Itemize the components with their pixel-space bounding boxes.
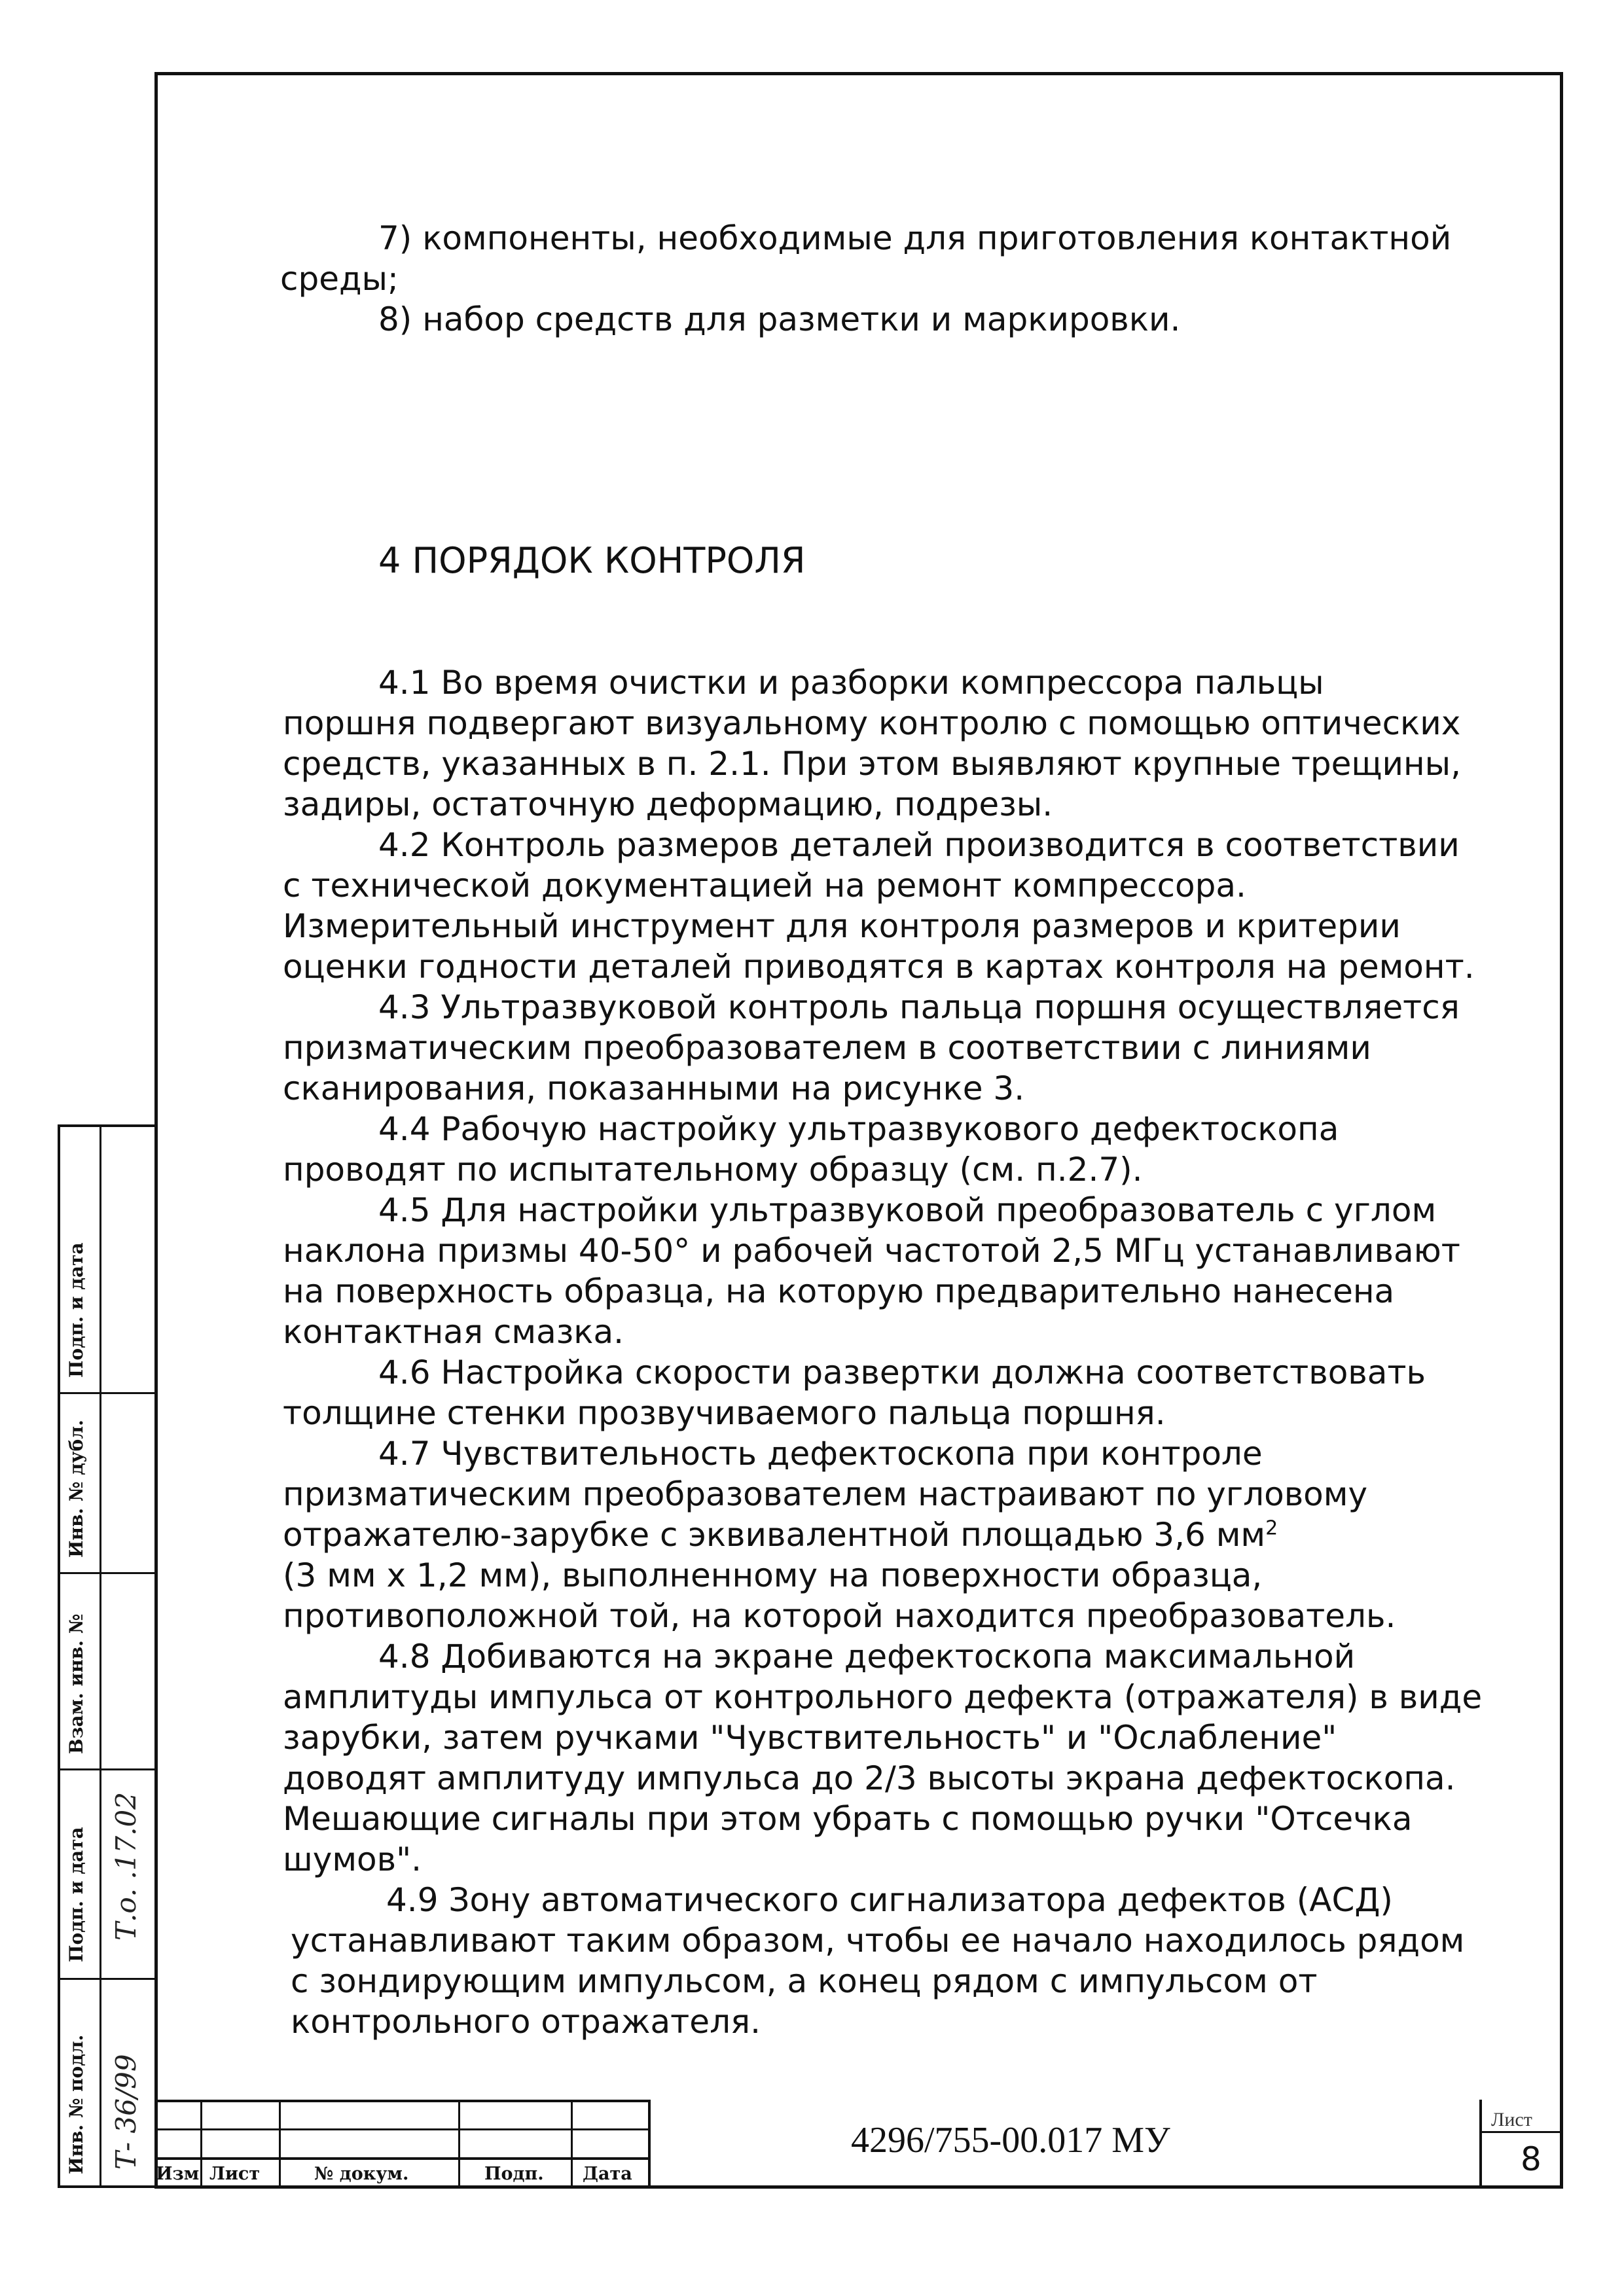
paragraph-line: 4.5 Для настройки ультразвуковой преобразователь с углом	[378, 1191, 1437, 1229]
caption-podp: Подп.	[484, 2164, 544, 2184]
paragraph-line: (3 мм х 1,2 мм), выполненному на поверхности образца,	[283, 1556, 1263, 1594]
paragraph-line: доводят амплитуду импульса до 2/3 высоты экрана дефектоскопа.	[283, 1759, 1456, 1797]
paragraph-line-with-sup	[283, 1515, 1278, 1555]
title-block-col	[458, 2100, 460, 2189]
superscript-2: 2	[1265, 1516, 1278, 1540]
paragraph-line: средств, указанных в п. 2.1. При этом выявляют крупные трещины,	[283, 745, 1462, 783]
paragraph-line: зарубки, затем ручками "Чувствительность" и "Ослабление"	[283, 1719, 1337, 1757]
paragraph-line: сканирования, показанными на рисунке 3.	[283, 1069, 1025, 1107]
caption-izm: Изм	[156, 2164, 200, 2184]
title-block-col	[648, 2100, 651, 2189]
stamp-divider	[60, 1572, 154, 1574]
title-block-rule	[154, 2128, 648, 2130]
stamp-divider	[60, 1392, 154, 1394]
paragraph-line: призматическим преобразователем настраивают по угловому	[283, 1475, 1368, 1513]
title-block-col	[1479, 2100, 1482, 2189]
paragraph-line: 4.3 Ультразвуковой контроль пальца поршня осуществляется	[378, 988, 1460, 1026]
caption-n-dokum: № докум.	[314, 2164, 409, 2184]
paragraph-line: 4.4 Рабочую настройку ультразвукового дефектоскопа	[378, 1110, 1339, 1148]
stamp-label-podp-data-top: Подп. и дата	[65, 1242, 87, 1378]
stamp-label-inv-dubl: Инв. № дубл.	[65, 1420, 87, 1558]
paragraph-line: оценки годности деталей приводятся в картах контроля на ремонт.	[283, 948, 1475, 986]
paragraph-line: амплитуды импульса от контрольного дефекта (отражателя) в виде	[283, 1678, 1483, 1716]
list-item-7: 7) компоненты, необходимые для приготовления контактной	[378, 219, 1452, 257]
paragraph-line: с технической документацией на ремонт компрессора.	[283, 867, 1246, 905]
title-block-rule	[1479, 2131, 1563, 2133]
paragraph-line: устанавливают таким образом, чтобы ее начало находилось рядом	[291, 1922, 1465, 1960]
paragraph-line: толщине стенки прозвучиваемого пальца поршня.	[283, 1394, 1166, 1432]
paragraph-line: с зондирующим импульсом, а конец рядом с импульсом от	[291, 1962, 1318, 2000]
caption-list: Лист	[209, 2164, 261, 2184]
paragraph-line: Измерительный инструмент для контроля размеров и критерии	[283, 907, 1401, 945]
sheet-number: 8	[1521, 2140, 1542, 2178]
handwritten-date: Т.о. .17.02	[110, 1792, 142, 1941]
paragraph-line: Мешающие сигналы при этом убрать с помощью ручки "Отсечка	[283, 1800, 1413, 1838]
stamp-label-inv-podl: Инв. № подл.	[65, 2034, 87, 2174]
handwritten-inv-number: Т- 36/99	[110, 2054, 142, 2170]
paragraph-line: контрольного отражателя.	[291, 2003, 761, 2041]
paragraph-line: контактная смазка.	[283, 1313, 624, 1351]
title-block-col	[571, 2100, 573, 2189]
title-block-rule	[154, 2100, 648, 2102]
title-block-col	[200, 2100, 202, 2189]
list-item-8: 8) набор средств для разметки и маркировки.	[378, 300, 1181, 338]
paragraph-line: шумов".	[283, 1840, 422, 1878]
stamp-divider	[60, 1768, 154, 1770]
paragraph-line: поршня подвергают визуальному контролю с помощью оптических	[283, 704, 1461, 742]
title-block-col	[279, 2100, 281, 2189]
paragraph-line: проводят по испытательному образцу (см. п.2.7).	[283, 1151, 1143, 1189]
stamp-label-vzam-inv: Взам. инв. №	[65, 1613, 87, 1754]
paragraph-line: наклона призмы 40-50° и рабочей частотой 2,5 МГц устанавливают	[283, 1232, 1460, 1270]
paragraph-line: противоположной той, на которой находится преобразователь.	[283, 1597, 1396, 1635]
list-item-7-cont: среды;	[280, 260, 399, 298]
section-title: 4 ПОРЯДОК КОНТРОЛЯ	[378, 540, 806, 581]
paragraph-line: 4.6 Настройка скорости развертки должна соответствовать	[378, 1354, 1426, 1391]
caption-data: Дата	[583, 2164, 632, 2184]
paragraph-text: отражателю-зарубке с эквивалентной площадью 3,6 мм	[283, 1516, 1266, 1554]
paragraph-line: 4.8 Добиваются на экране дефектоскопа максимальной	[378, 1638, 1356, 1676]
paragraph-line: 4.1 Во время очистки и разборки компрессора пальцы	[378, 664, 1324, 702]
paragraph-line: 4.9 Зону автоматического сигнализатора дефектов (АСД)	[386, 1881, 1393, 1919]
paragraph-line: на поверхность образца, на которую предварительно нанесена	[283, 1272, 1395, 1310]
title-block-rule	[154, 2157, 648, 2160]
paragraph-line: 4.7 Чувствительность дефектоскопа при контроле	[378, 1435, 1263, 1473]
stamp-divider	[60, 1978, 154, 1980]
paragraph-line: задиры, остаточную деформацию, подрезы.	[283, 785, 1053, 823]
paragraph-line: призматическим преобразователем в соответствии с линиями	[283, 1029, 1371, 1067]
document-code: 4296/755-00.017 МУ	[851, 2120, 1170, 2161]
sheet-caption: Лист	[1491, 2109, 1532, 2130]
stamp-label-podp-data: Подп. и дата	[65, 1827, 87, 1962]
paragraph-line: 4.2 Контроль размеров деталей производится в соответствии	[378, 826, 1460, 864]
